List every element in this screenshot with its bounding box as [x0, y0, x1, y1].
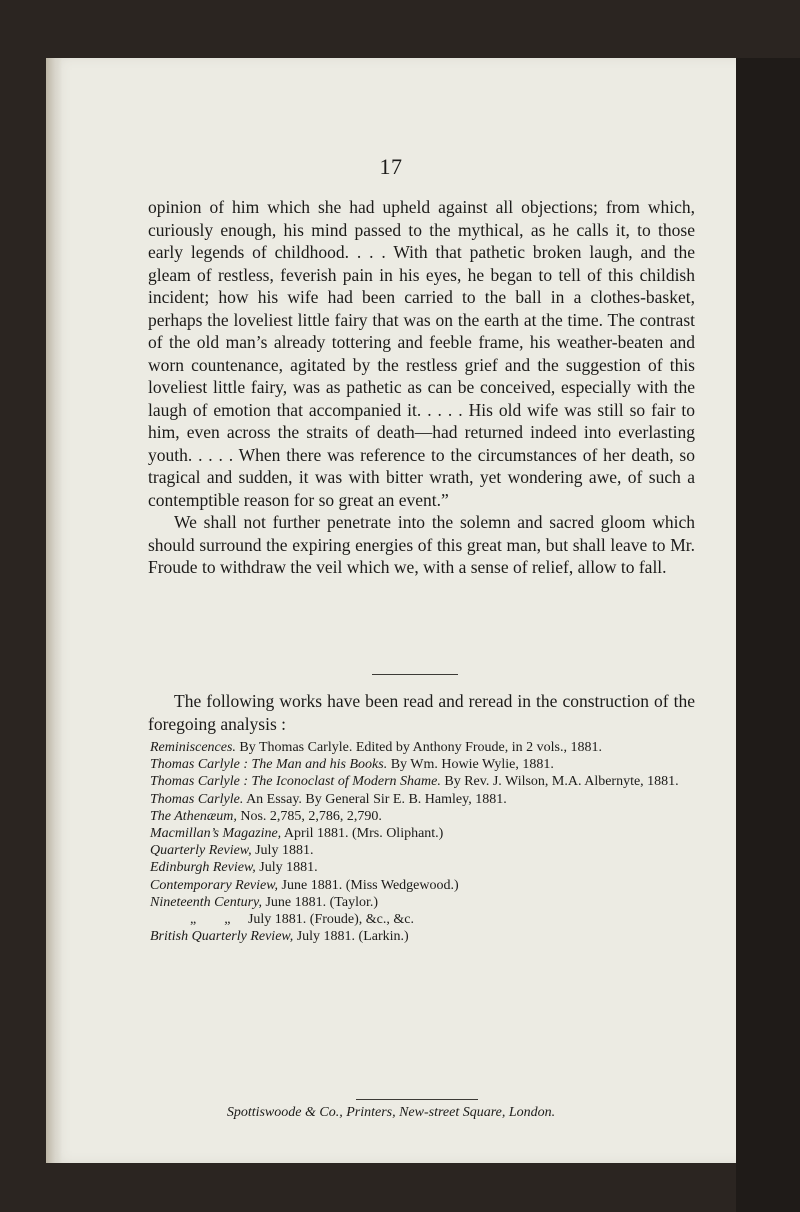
reference-details: An Essay. By General Sir E. B. Hamley, 1881. — [243, 791, 507, 807]
reference-details: By Rev. J. Wilson, M.A. Albernyte, 1881. — [440, 774, 679, 790]
reference-details: July 1881. — [251, 843, 314, 859]
reference-item — [150, 894, 702, 911]
reference-title: The Athenæum, — [150, 808, 237, 824]
page-sheet — [46, 58, 736, 1163]
printer-imprint: Spottiswoode & Co., Printers, New-street Square, London. — [226, 1105, 556, 1120]
reference-details: April 1881. (Mrs. Oliphant.) — [281, 826, 444, 842]
reference-item — [150, 825, 702, 842]
reference-title: Macmillan’s Magazine, — [150, 826, 282, 842]
paragraph-quote-continuation: opinion of him which she had upheld against all objections; from which, curiously enough, his mind passed to the mythical, as he calls it, to those early legends of childhood. . . . With that pathetic broken laugh, and the gleam of restless, feverish pain in his eyes, he began to tell of this childish incident; how his wife had been carried to the ball in a clothes-basket, perhaps the loveliest little fairy that was on the earth at the time. The contrast of the old man’s already tottering and feeble frame, his weather-beaten and worn countenance, agitated by the restless grief and the suggestion of this loveliest little fairy, was as pathetic as can be conceived, especially with the laugh of emotion that accompanied it. . . . . His old wife was still so fair to him, even across the straits of death—had returned indeed into everlasting youth. . . . . When there was reference to the circumstances of her death, so tragical and sudden, it was with bitter wrath, yet wondering awe, of such a contemptible reason for so great an event.” — [148, 197, 695, 510]
reference-details: By Wm. Howie Wylie, 1881. — [387, 757, 554, 773]
reference-title: British Quarterly Review, — [150, 929, 294, 945]
reference-list — [150, 739, 702, 945]
reference-item — [150, 773, 702, 790]
reference-item — [150, 756, 702, 773]
reference-item — [150, 808, 702, 825]
scan-background-edge — [736, 58, 800, 1212]
imprint-divider — [356, 1099, 478, 1100]
reference-details: Nos. 2,785, 2,786, 2,790. — [236, 808, 382, 824]
reference-item — [150, 739, 702, 756]
section-divider — [372, 674, 458, 675]
page-number: 17 — [379, 154, 403, 179]
reference-details: July 1881. (Larkin.) — [293, 929, 409, 945]
reference-title: Contemporary Review, — [150, 877, 279, 893]
reference-details: June 1881. (Miss Wedgewood.) — [278, 877, 459, 893]
main-text — [148, 196, 695, 579]
reference-title: Reminiscences. — [150, 740, 236, 755]
reference-item-ditto — [150, 911, 702, 928]
reference-details: July 1881. (Froude), &c., &c. — [230, 912, 414, 928]
reference-item — [150, 877, 702, 894]
reference-item — [150, 859, 702, 876]
reference-item — [150, 928, 702, 945]
reference-item — [150, 791, 702, 808]
reference-title: Thomas Carlyle : The Iconoclast of Modern Shame. — [150, 774, 441, 790]
reference-title: Edinburgh Review, — [150, 860, 256, 876]
ditto-marks: „ „ — [190, 912, 231, 928]
reference-title: Thomas Carlyle : The Man and his Books. — [150, 757, 388, 773]
references-intro: The following works have been read and reread in the construction of the foregoing analysis : — [148, 691, 695, 734]
paragraph-closing: We shall not further penetrate into the solemn and sacred gloom which should surround the expiring energies of this great man, but shall leave to Mr. Froude to withdraw the veil which we, with a sense of relief, allow to fall. — [148, 512, 695, 577]
reference-details: July 1881. — [255, 860, 318, 876]
reference-title: Quarterly Review, — [150, 843, 252, 859]
reference-title: Thomas Carlyle. — [150, 791, 244, 807]
reference-title: Nineteenth Century, — [150, 894, 262, 910]
reference-item — [150, 842, 702, 859]
reference-details: June 1881. (Taylor.) — [261, 894, 379, 910]
reference-details: By Thomas Carlyle. Edited by Anthony Froude, in 2 vols., 1881. — [235, 740, 602, 755]
binding-shadow — [46, 58, 62, 1163]
